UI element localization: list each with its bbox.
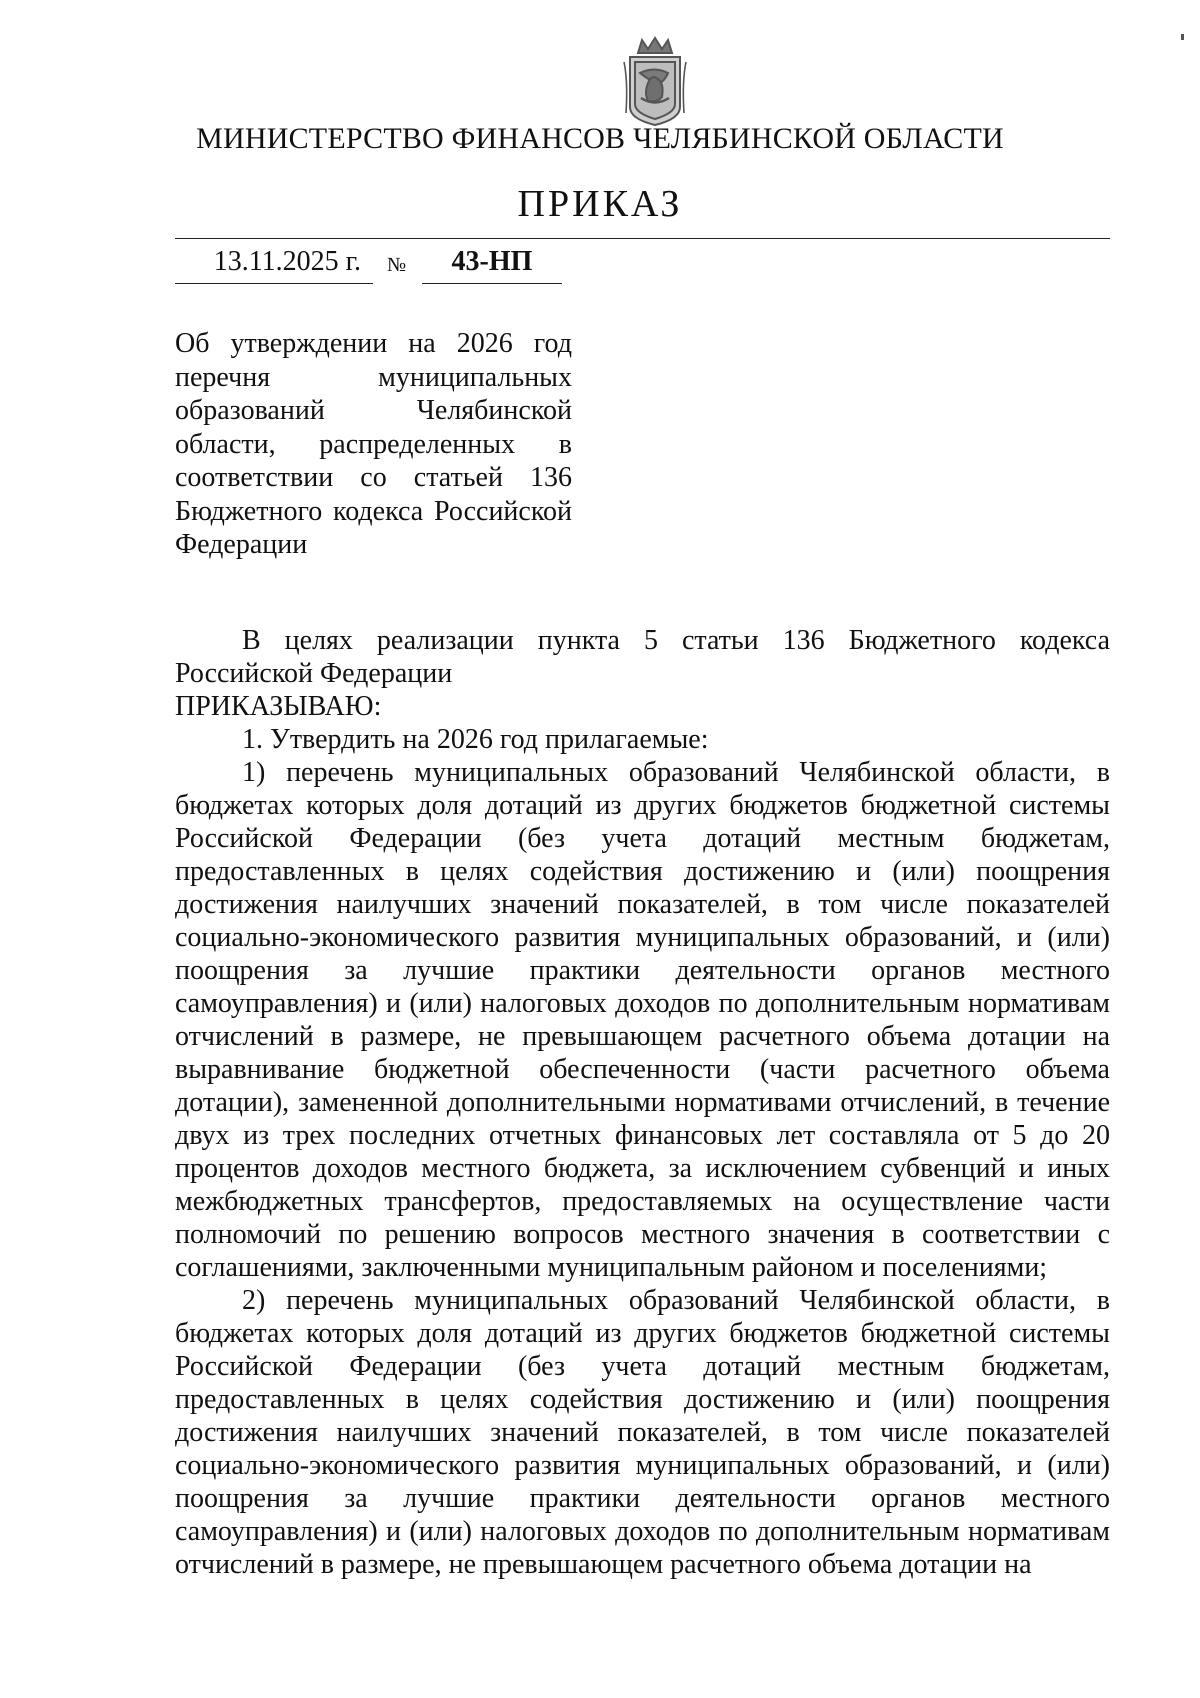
document-date: 13.11.2025 г. bbox=[213, 246, 361, 277]
order-subitem-2: 2) перечень муниципальных образований Челябинской области, в бюджетах которых доля дотаций из других бюджетов бюджетной системы Российской Федерации (без учета дотаций местным бюджетам, предоставленных в целях содействия достижению и (или) поощрения достижения наилучших значений показателей, в том числе показателей социально-экономического развития муниципальных образований, и (или) поощрения за лучшие практики деятельности органов местного самоуправления) и (или) налоговых доходов по дополнительным нормативам отчислений в размере, не превышающем расчетного объема дотации на bbox=[175, 1285, 1110, 1580]
document-number: 43-НП bbox=[451, 246, 533, 277]
document-subject: Об утверждении на 2026 год перечня муниципальных образований Челябинской области, распределенных в соответствии со статьей 136 Бюджетного кодекса Российской Федерации bbox=[175, 328, 572, 560]
number-sign: № bbox=[387, 254, 407, 276]
number-underline bbox=[422, 283, 562, 284]
preamble-paragraph: В целях реализации пункта 5 статьи 136 Бюджетного кодекса Российской Федерации bbox=[175, 625, 1110, 689]
scan-mark bbox=[1181, 34, 1184, 40]
document-meta bbox=[175, 246, 575, 286]
header-divider bbox=[175, 238, 1110, 239]
document-type: ПРИКАЗ bbox=[517, 183, 683, 225]
order-subitem-1: 1) перечень муниципальных образований Челябинской области, в бюджетах которых доля дотаций из других бюджетов бюджетной системы Российской Федерации (без учета дотаций местным бюджетам, предоставленных в целях содействия достижению и (или) поощрения достижения наилучших значений показателей, в том числе показателей социально-экономического развития муниципальных образований, и (или) поощрения за лучшие практики деятельности органов местного самоуправления) и (или) налоговых доходов по дополнительным нормативам отчислений в размере, не превышающем расчетного объема дотации на выравнивание бюджетной обеспеченности (части расчетного объема дотации), замененной дополнительными нормативами отчислений, в течение двух из трех последних отчетных финансовых лет составляла от 5 до 20 процентов доходов местного бюджета, за исключением субвенций и иных межбюджетных трансфертов, предоставляемых на осуществление части полномочий по решению вопросов местного значения в соответствии с соглашениями, заключенными муниципальным районом и поселениями; bbox=[175, 757, 1110, 1283]
order-word: ПРИКАЗЫВАЮ: bbox=[175, 691, 382, 722]
order-item-1: 1. Утвердить на 2026 год прилагаемые: bbox=[242, 724, 709, 755]
date-underline bbox=[175, 283, 373, 284]
ministry-name: МИНИСТЕРСТВО ФИНАНСОВ ЧЕЛЯБИНСКОЙ ОБЛАСТИ bbox=[196, 122, 1004, 155]
chelyabinsk-coat-of-arms-icon bbox=[620, 35, 690, 127]
document-body bbox=[175, 624, 1110, 1581]
